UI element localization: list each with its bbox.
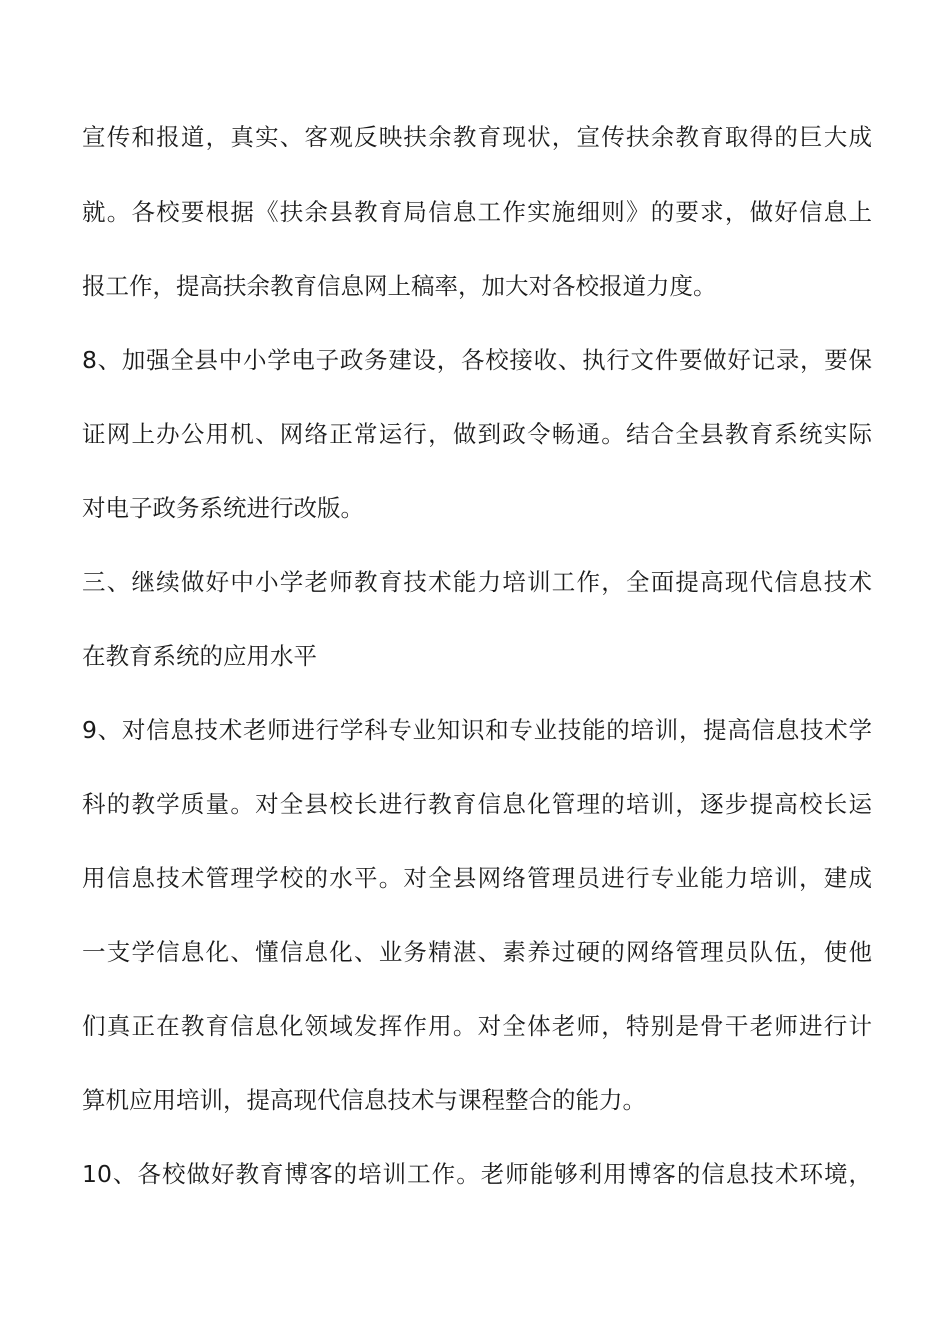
text-line-11: 用信息技术管理学校的水平。对全县网络管理员进行专业能力培训，建成 xyxy=(82,864,872,892)
text-line-6: 对电子政务系统进行改版。 xyxy=(82,494,364,522)
text-line-10: 科的教学质量。对全县校长进行教育信息化管理的培训，逐步提高校长运 xyxy=(82,790,872,818)
text-line-14: 算机应用培训，提高现代信息技术与课程整合的能力。 xyxy=(82,1086,646,1114)
text-line-5: 证网上办公用机、网络正常运行，做到政令畅通。结合全县教育系统实际 xyxy=(82,420,872,448)
text-line-2: 就。各校要根据《扶余县教育局信息工作实施细则》的要求，做好信息上 xyxy=(82,198,872,226)
text-line-7: 三、继续做好中小学老师教育技术能力培训工作，全面提高现代信息技术 xyxy=(82,568,872,596)
text-line-1: 宣传和报道，真实、客观反映扶余教育现状，宣传扶余教育取得的巨大成 xyxy=(82,123,872,151)
text-line-15: 10、各校做好教育博客的培训工作。老师能够利用博客的信息技术环境， xyxy=(82,1160,872,1188)
text-line-3: 报工作，提高扶余教育信息网上稿率，加大对各校报道力度。 xyxy=(82,272,717,300)
text-line-9: 9、对信息技术老师进行学科专业知识和专业技能的培训，提高信息技术学 xyxy=(82,716,872,744)
text-line-8: 在教育系统的应用水平 xyxy=(82,642,317,670)
text-line-4: 8、加强全县中小学电子政务建设，各校接收、执行文件要做好记录，要保 xyxy=(82,346,872,374)
text-line-12: 一支学信息化、懂信息化、业务精湛、素养过硬的网络管理员队伍，使他 xyxy=(82,938,872,966)
text-line-13: 们真正在教育信息化领域发挥作用。对全体老师，特别是骨干老师进行计 xyxy=(82,1012,872,1040)
